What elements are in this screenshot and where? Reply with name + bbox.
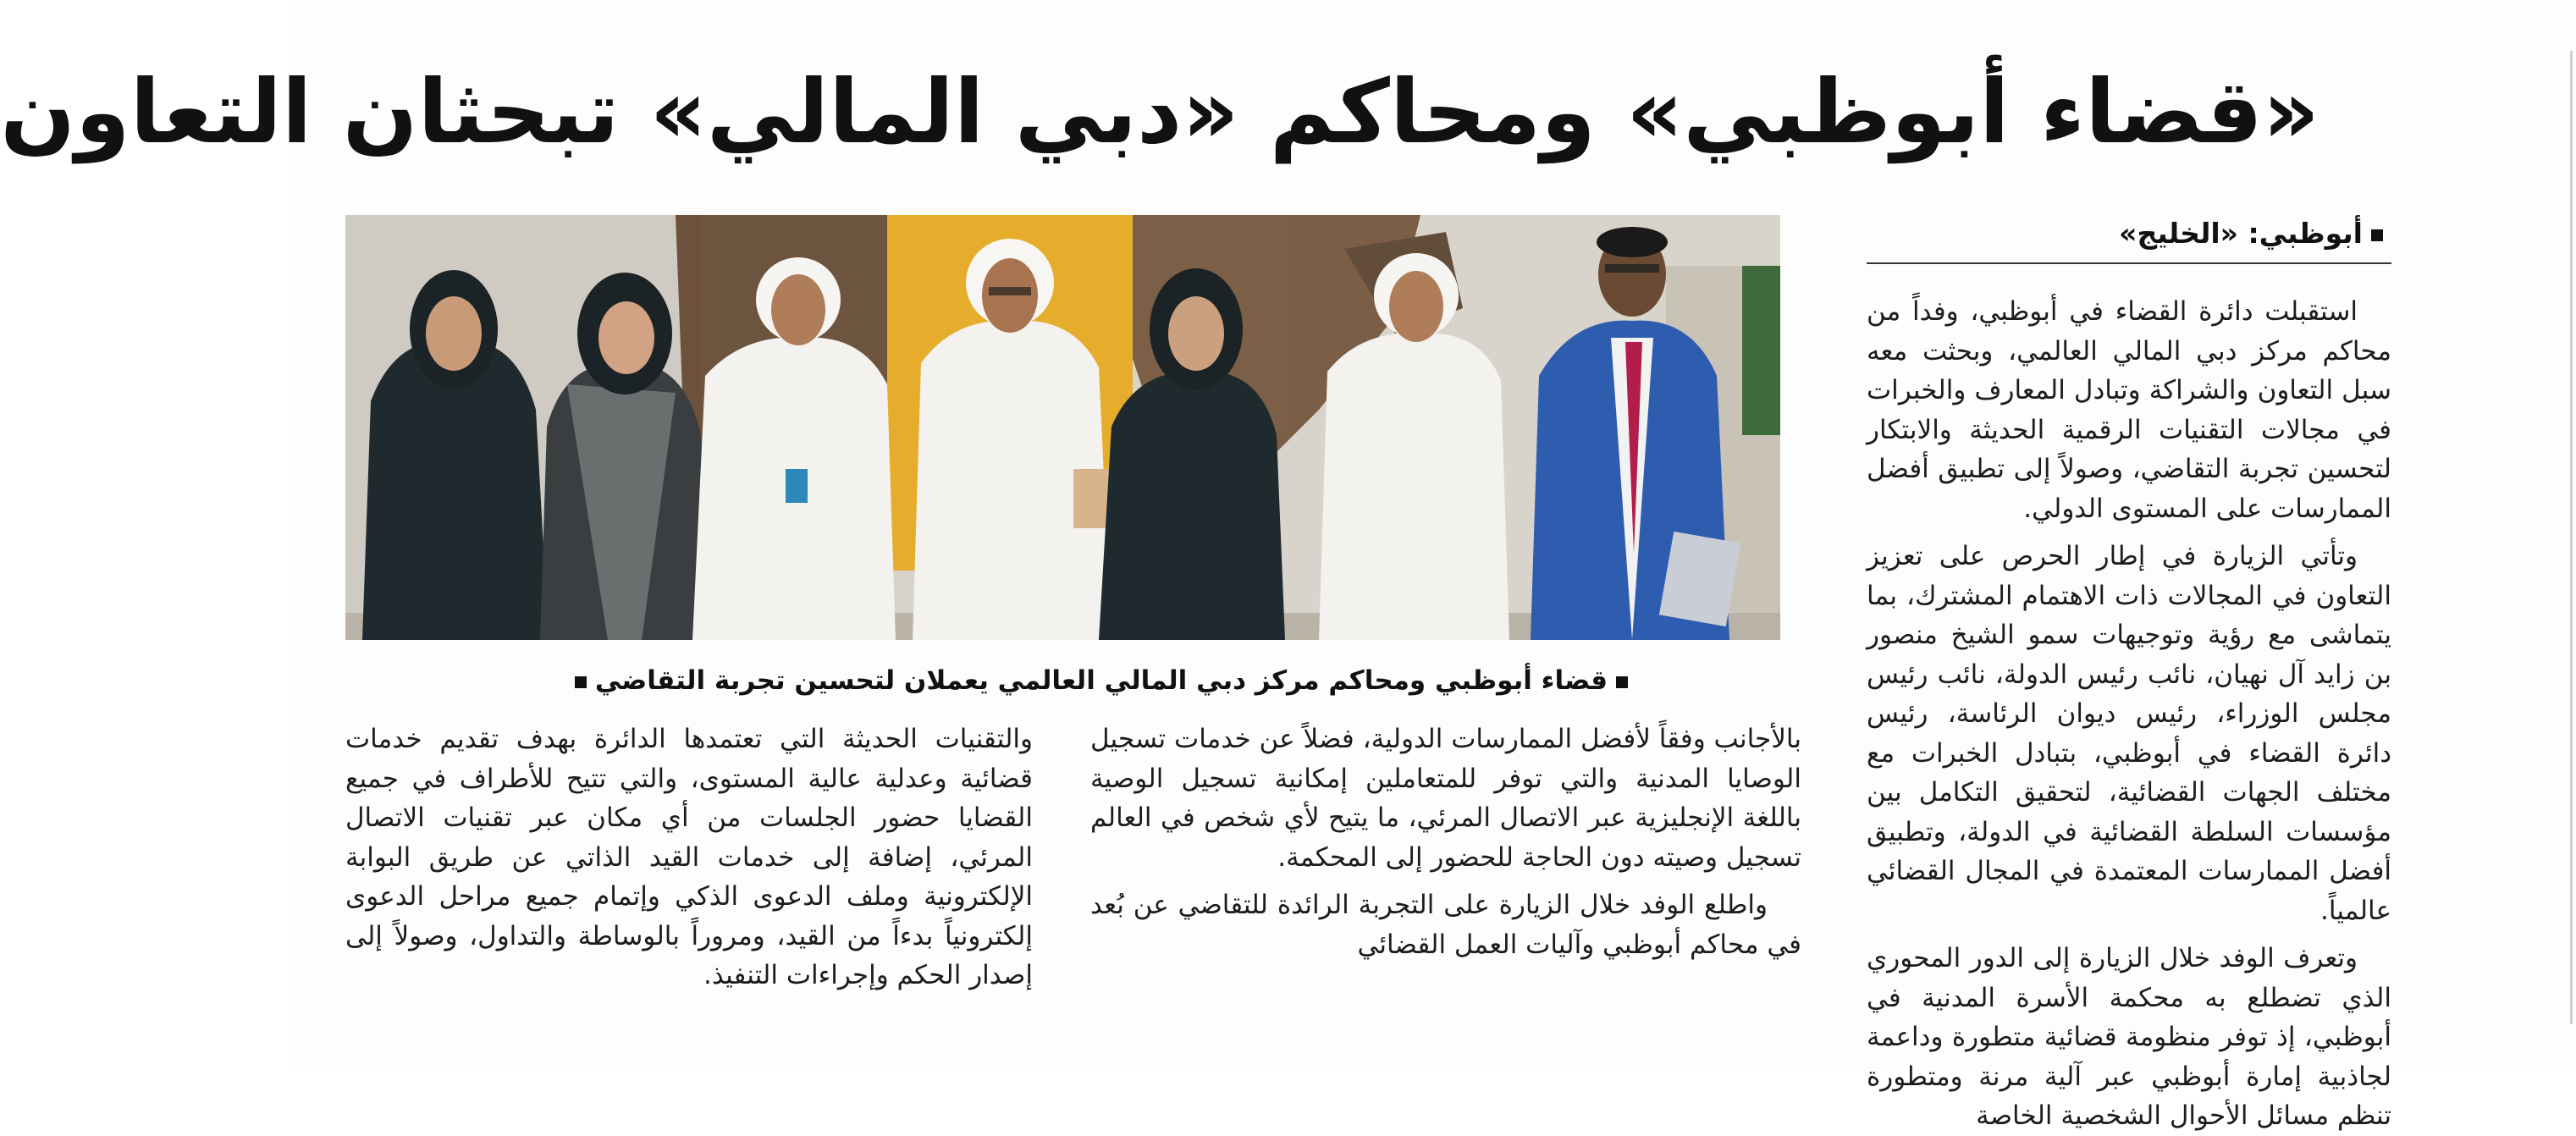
- paragraph: بالأجانب وفقاً لأفضل الممارسات الدولية، فضلاً عن خدمات تسجيل الوصايا المدنية والتي توفر للمتعاملين إمكانية تسجيل الوصية باللغة الإنجليزية عبر الاتصال المرئي، ما يتيح لأي شخص في العالم تسجيل وصيته دون الحاجة للحضور إلى المحكمة.: [1090, 724, 1801, 873]
- photo-caption-text: قضاء أبوظبي ومحاكم مركز دبي المالي العالمي يعملان لتحسين تجربة التقاضي: [594, 665, 1608, 696]
- paragraph: واطلع الوفد خلال الزيارة على التجربة الرائدة للتقاضي عن بُعد في محاكم أبوظبي وآليات العمل القضائي: [1090, 890, 1801, 960]
- photo-caption: [345, 662, 1780, 699]
- article-byline: [1867, 215, 2391, 252]
- article-column-right: [1867, 292, 2391, 1131]
- bullet-icon: [2371, 229, 2383, 241]
- article-column-left: [345, 720, 1033, 1033]
- paragraph: وتأتي الزيارة في إطار الحرص على تعزيز التعاون في المجالات ذات الاهتمام المشترك، بما يتماشى مع رؤية وتوجيهات سمو الشيخ منصور بن زايد آل نهيان، نائب رئيس الدولة، نائب رئيس مجلس الوزراء، رئيس ديوان الرئاسة، رئيس دائرة القضاء في أبوظبي، بتبادل الخبرات مع مختلف الجهات القضائية، لتحقيق التكامل بين مؤسسات السلطة القضائية في الدولة، وتطبيق أفضل الممارسات المعتمدة في المجال القضائي عالمياً.: [1867, 541, 2391, 926]
- article-headline: «قضاء أبوظبي» ومحاكم «دبي المالي» تبحثان التعاون: [0, 60, 2320, 163]
- bullet-icon: [1616, 676, 1628, 688]
- bullet-icon: [575, 676, 587, 688]
- paragraph: وتعرف الوفد خلال الزيارة إلى الدور المحوري الذي تضطلع به محكمة الأسرة المدنية في أبوظبي، إذ توفر منظومة قضائية متطورة وداعمة لجاذبية إمارة أبوظبي عبر آلية مرنة ومتطورة تنظم مسائل الأحوال الشخصية الخاصة: [1867, 943, 2391, 1131]
- article-photo: [345, 215, 1780, 640]
- paragraph: استقبلت دائرة القضاء في أبوظبي، وفداً من محاكم مركز دبي المالي العالمي، وبحثت معه سبل التعاون والشراكة وتبادل المعارف والخبرات في مجالات التقنيات الرقمية الحديثة والابتكار لتحسين تجربة التقاضي، وصولاً إلى تطبيق أفضل الممارسات على المستوى الدولي.: [1867, 296, 2391, 524]
- article-column-middle: [1090, 720, 1801, 1033]
- page-edge: [2570, 51, 2573, 1024]
- byline-text: أبوظبي: «الخليج»: [2119, 217, 2363, 250]
- group-photo-illustration: [345, 215, 1780, 640]
- paragraph: والتقنيات الحديثة التي تعتمدها الدائرة بهدف تقديم خدمات قضائية وعدلية عالية المستوى، والتي تتيح للأطراف في جميع القضايا حضور الجلسات من أي مكان عبر تقنيات الاتصال المرئي، إضافة إلى خدمات القيد الذاتي عن طريق البوابة الإلكترونية وملف الدعوى الذكي وإتمام جميع مراحل الدعوى إلكترونياً بدءاً من القيد، ومروراً بالوساطة والتداول، وصولاً إلى إصدار الحكم وإجراءات التنفيذ.: [345, 724, 1033, 990]
- byline-divider: [1867, 262, 2391, 264]
